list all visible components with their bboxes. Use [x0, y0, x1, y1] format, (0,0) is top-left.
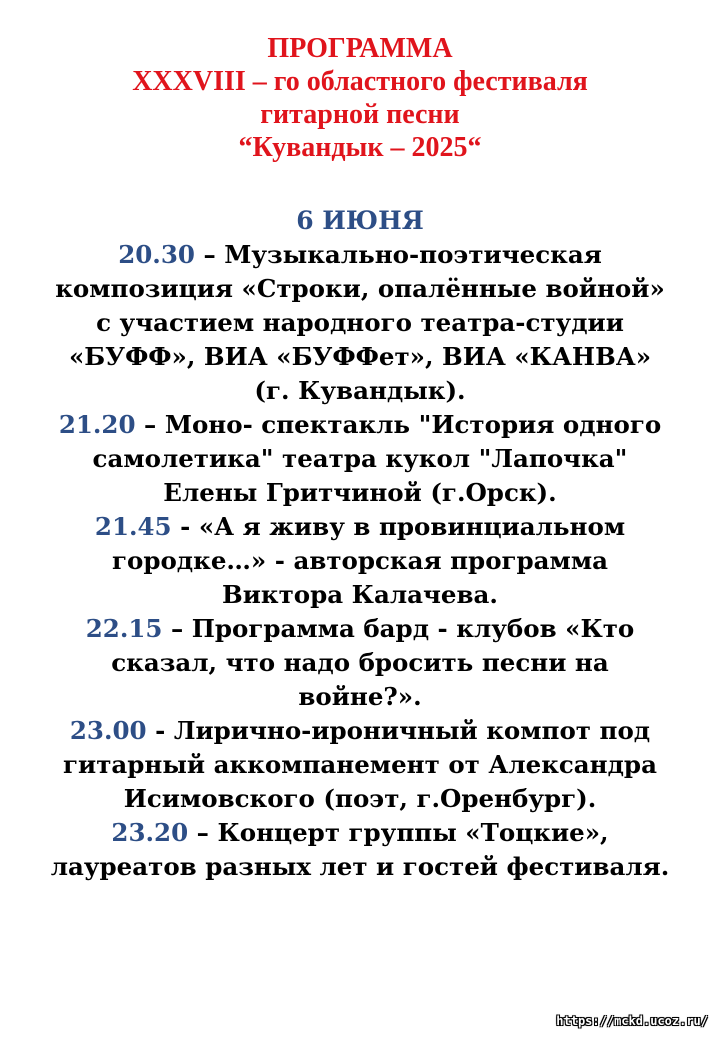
event-time: 23.00	[69, 716, 147, 745]
site-watermark: https://mckd.ucoz.ru/	[556, 1014, 708, 1028]
event-separator: –	[188, 818, 218, 847]
event-time: 20.30	[118, 240, 195, 269]
event-time: 21.20	[58, 410, 136, 439]
event-separator: –	[162, 614, 192, 643]
title-line-festival: XXXVIII – го областного фестиваля	[132, 66, 588, 97]
event-separator: -	[146, 716, 174, 745]
event-time: 22.15	[85, 614, 163, 643]
event-description: «А я живу в провинциальном городке…» - авторская программа Виктора Калачева.	[111, 512, 626, 609]
event-separator: –	[194, 240, 225, 269]
event-description: Музыкально-поэтическая композиция «Строки, опалённые войной» с участием народного театра-студии «БУФФ», ВИА «БУФФет», ВИА «КАНВА» (г. Кувандык).	[55, 240, 665, 405]
event-separator: -	[171, 512, 199, 541]
event-time: 21.45	[94, 512, 172, 541]
event-description: Концерт группы «Тоцкие», лауреатов разных лет и гостей фестиваля.	[50, 818, 670, 881]
event-description: Программа бард - клубов «Кто сказал, что надо бросить песни на войне?».	[111, 614, 635, 711]
schedule-event	[50, 510, 670, 612]
schedule-event	[50, 612, 670, 714]
schedule-event	[50, 408, 670, 510]
event-separator: –	[135, 410, 165, 439]
event-description: Лирично-ироничный компот под гитарный аккомпанемент от Александра Исимовского (поэт, г.Оренбург).	[63, 716, 657, 813]
schedule-event	[50, 816, 670, 884]
schedule-event	[50, 238, 670, 408]
event-description: Моно- спектакль "История одного самолетика" театра кукол "Лапочка" Елены Гритчиной (г.Орск).	[92, 410, 662, 507]
program-title	[0, 32, 720, 164]
date-heading: 6 ИЮНЯ	[296, 206, 424, 235]
title-line-program: ПРОГРАММА	[267, 33, 453, 64]
schedule-event	[50, 714, 670, 816]
title-line-name: “Кувандык – 2025“	[238, 132, 482, 163]
title-line-genre: гитарной песни	[260, 99, 460, 130]
schedule	[50, 238, 670, 884]
event-time: 23.20	[111, 818, 189, 847]
